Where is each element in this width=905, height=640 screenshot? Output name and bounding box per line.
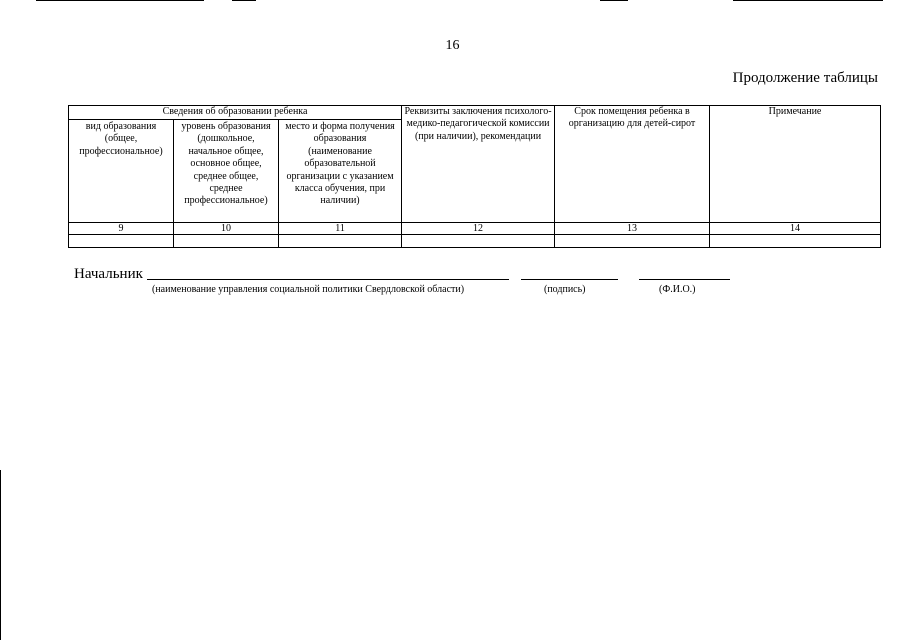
table-cell[interactable]: [69, 235, 174, 248]
header-education-level: уровень образования (дошкольное, начальное общее, основное общее, среднее общее, среднее профессиональное): [174, 120, 279, 223]
education-table: [68, 105, 881, 248]
header-education-type: вид образования (общее, профессиональное): [69, 120, 174, 223]
table-header-row: [69, 106, 881, 120]
table-cell[interactable]: [402, 235, 555, 248]
header-note: Примечание: [710, 106, 881, 223]
scan-edge-line: [36, 0, 204, 1]
table-cell[interactable]: [555, 235, 710, 248]
full-name-caption: (Ф.И.О.): [659, 284, 696, 295]
signature-caption: (подпись): [544, 284, 586, 295]
org-caption: (наименование управления социальной политики Свердловской области): [152, 284, 465, 295]
full-name-line[interactable]: [639, 279, 730, 280]
group-header-education: Сведения об образовании ребенка: [69, 106, 402, 120]
column-number: 10: [174, 223, 279, 235]
column-number: 13: [555, 223, 710, 235]
table-cell[interactable]: [174, 235, 279, 248]
table-cell[interactable]: [710, 235, 881, 248]
scan-edge-line: [600, 0, 628, 1]
table-cell[interactable]: [279, 235, 402, 248]
column-number: 9: [69, 223, 174, 235]
column-number: 11: [279, 223, 402, 235]
header-placement-term: Срок помещения ребенка в организацию для детей-сирот: [555, 106, 710, 223]
scan-edge-line: [232, 0, 256, 1]
scan-edge-line: [733, 0, 883, 1]
signature-title: Начальник: [74, 266, 143, 282]
signature-line[interactable]: [521, 279, 618, 280]
column-number-row: [69, 223, 881, 235]
continuation-label: Продолжение таблицы: [732, 70, 878, 86]
header-education-place: место и форма получения образования (наименование образовательной организации с указанием класса обучения, при наличии): [279, 120, 402, 223]
page-number: 16: [445, 38, 460, 53]
org-name-line[interactable]: [147, 279, 509, 280]
table-row: [69, 235, 881, 248]
scan-edge-line: [0, 470, 1, 640]
column-number: 12: [402, 223, 555, 235]
header-psychological-commission: Реквизиты заключения психолого-медико-педагогической комиссии (при наличии), рекомендации: [402, 106, 555, 223]
column-number: 14: [710, 223, 881, 235]
